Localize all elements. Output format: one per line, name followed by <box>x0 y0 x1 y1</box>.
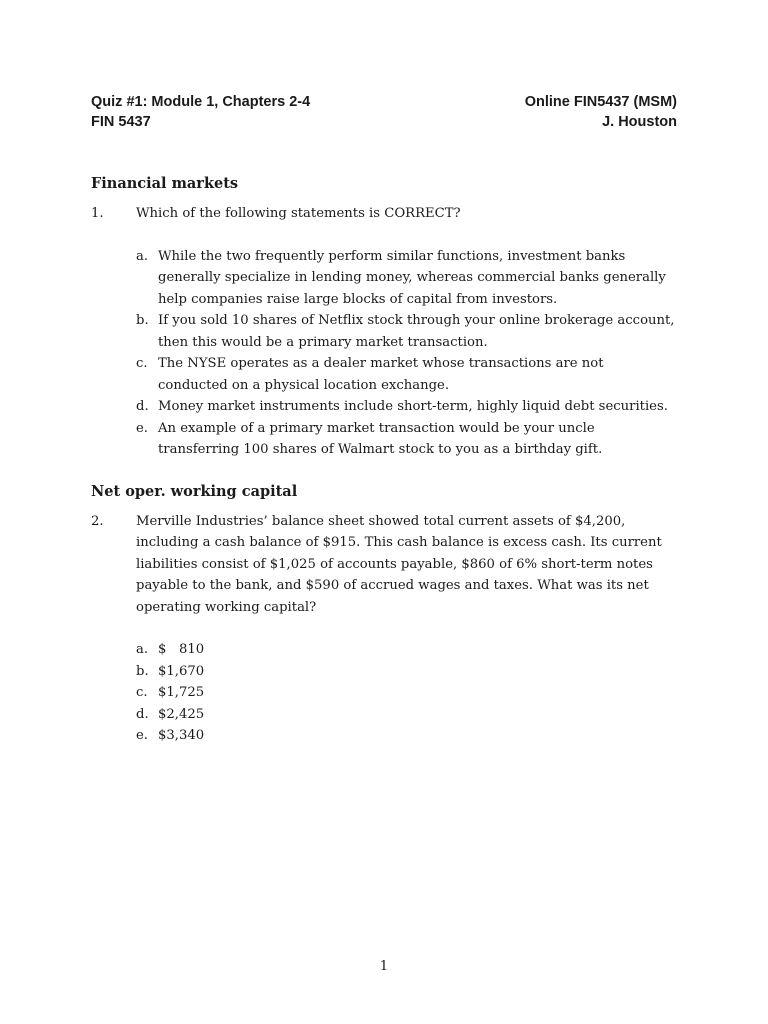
question-1 <box>91 203 677 225</box>
option-letter: d. <box>136 706 149 722</box>
option-text: While the two frequently perform similar functions, investment banks generally specialize in lending money, whereas commercial banks generally help companies raise large blocks of capital from investors. <box>158 248 666 307</box>
header-row-1 <box>91 92 677 112</box>
option-letter: d. <box>136 399 149 414</box>
option-text: $2,425 <box>158 706 205 722</box>
option-letter: b. <box>136 663 149 679</box>
option-text: The NYSE operates as a dealer market whose transactions are not conducted on a physical location exchange. <box>158 356 604 393</box>
answer-option <box>136 661 677 683</box>
section-heading: Net oper. working capital <box>91 482 298 500</box>
option-text: If you sold 10 shares of Netflix stock through your online brokerage account, then this would be a primary market transaction. <box>158 313 675 350</box>
option-text: $1,725 <box>158 685 205 700</box>
course-code: FIN 5437 <box>91 114 151 130</box>
course-online-label: Online FIN5437 (MSM) <box>524 94 677 110</box>
answer-option <box>136 353 677 396</box>
option-text: $3,340 <box>158 728 205 743</box>
page-number: 1 <box>379 959 389 974</box>
option-letter: e. <box>136 728 148 743</box>
answer-option <box>136 639 677 661</box>
document-header <box>91 92 677 132</box>
option-letter: c. <box>136 356 148 371</box>
option-letter: e. <box>136 420 148 436</box>
question-section-2 <box>91 481 677 747</box>
answer-option <box>136 725 677 747</box>
answer-option <box>136 418 677 461</box>
question-number: 1. <box>91 206 104 221</box>
answer-option <box>136 310 677 353</box>
question-text: Which of the following statements is CORRECT? <box>136 206 461 221</box>
answer-options <box>136 246 677 461</box>
header-row-2 <box>91 112 677 132</box>
answer-option <box>136 246 677 311</box>
quiz-title: Quiz #1: Module 1, Chapters 2-4 <box>91 94 311 110</box>
option-letter: a. <box>136 248 149 264</box>
option-letter: a. <box>136 642 149 657</box>
question-text: Merville Industries’ balance sheet showed total current assets of $4,200, including a cash balance of $915. This cash balance is excess cash. Its current liabilities consist of $1,025 of accounts payable, $860 of 6% short-term notes payable to the bank, and $590 of accrued wages and taxes. What was its net operating working capital? <box>136 513 662 615</box>
option-text: $1,670 <box>158 663 205 679</box>
question-2 <box>91 511 677 619</box>
instructor-name: J. Houston <box>602 114 677 130</box>
section-heading: Financial markets <box>91 175 239 192</box>
option-letter: c. <box>136 685 148 700</box>
answer-options <box>136 639 677 747</box>
answer-option <box>136 704 677 726</box>
option-text: $ 810 <box>158 642 205 657</box>
option-text: Money market instruments include short-term, highly liquid debt securities. <box>158 399 668 414</box>
option-letter: b. <box>136 313 149 328</box>
answer-option <box>136 396 677 418</box>
question-section-1 <box>91 173 677 461</box>
question-number: 2. <box>91 513 104 529</box>
option-text: An example of a primary market transaction would be your uncle transferring 100 shares of Walmart stock to you as a birthday gift. <box>158 420 603 457</box>
quiz-content <box>91 173 677 747</box>
answer-option <box>136 682 677 704</box>
